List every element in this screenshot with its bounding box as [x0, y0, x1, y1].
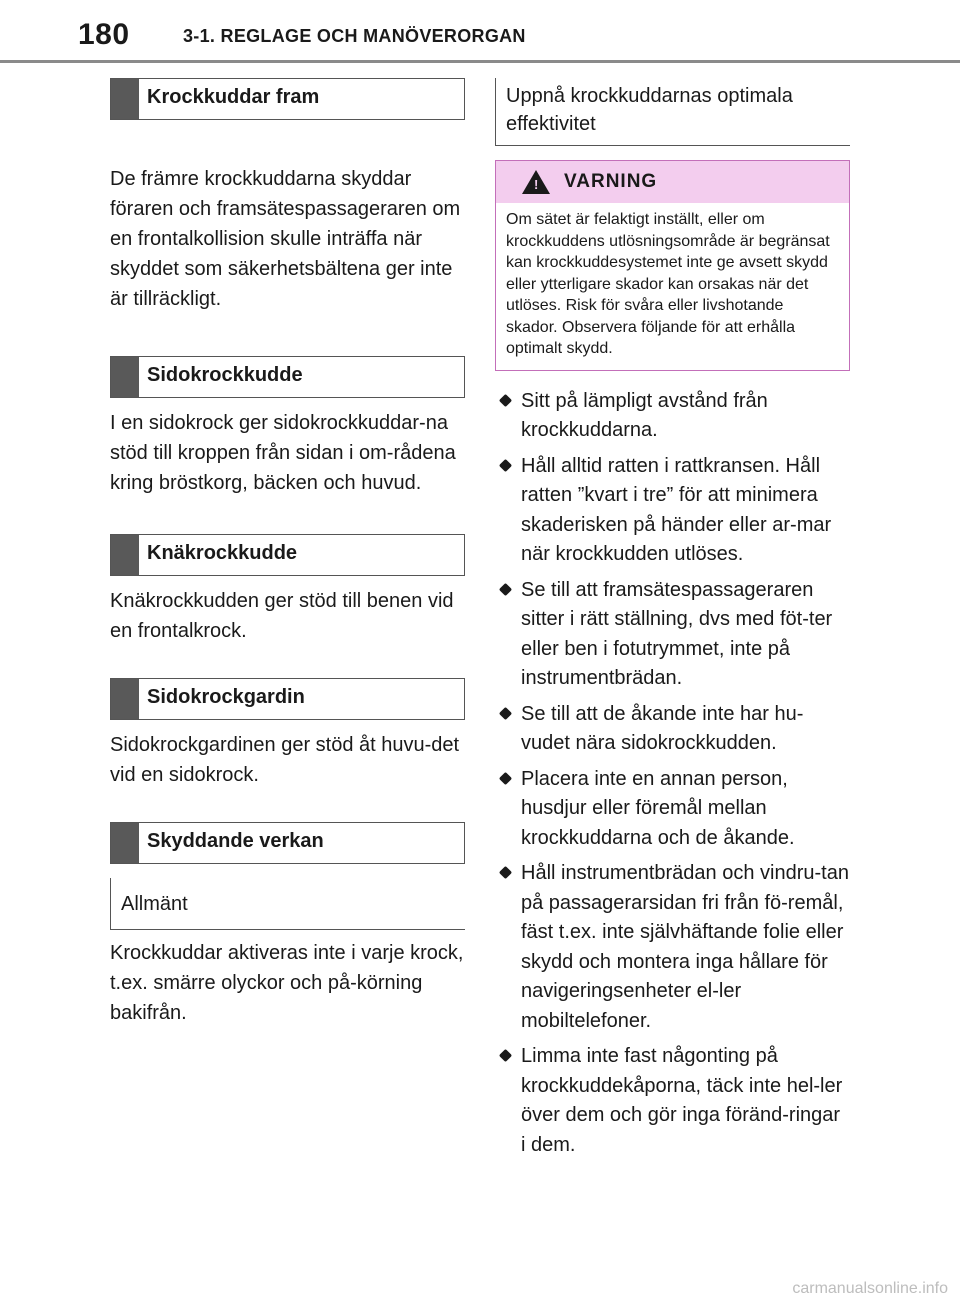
header-divider: [0, 60, 960, 63]
list-item: Håll alltid ratten i rattkransen. Håll ratten ”kvart i tre” för att minimera skaderisken på händer eller ar-mar när krockkudden utlöses.: [495, 452, 850, 570]
warning-title: VARNING: [564, 171, 658, 192]
section-marker: [111, 535, 139, 575]
list-item: Limma inte fast någonting på krockkuddekåporna, täck inte hel-ler över dem och gör inga föränd-ringar i dem.: [495, 1042, 850, 1160]
section-heading-knee-airbag: [110, 534, 465, 576]
list-item: Sitt på lämpligt avstånd från krockkuddarna.: [495, 387, 850, 446]
section-title: Sidokrockgardin: [147, 686, 305, 708]
paragraph: Sidokrockgardinen ger stöd åt huvu-det vid en sidokrock.: [110, 734, 460, 786]
paragraph: De främre krockkuddarna skyddar föraren och framsätespassageraren om en frontalkollision skulle inträffa när skyddet som säkerhetsbältena ger inte är tillräckligt.: [110, 168, 461, 310]
right-column: [495, 78, 850, 1166]
bullet-diamond-icon: [499, 458, 512, 471]
section-marker: [111, 357, 139, 397]
section-heading-protection: [110, 822, 465, 864]
watermark: carmanualsonline.info: [792, 1280, 948, 1297]
sub-heading-optimal-effect: Uppnå krockkuddarnas optimala effektivitet: [495, 78, 850, 146]
section-heading-side-airbag: [110, 356, 465, 398]
list-item: Se till att framsätespassageraren sitter i rätt ställning, dvs med föt-ter eller ben i fotutrymmet, inte på instrumentbrädan.: [495, 576, 850, 694]
section-marker: [111, 679, 139, 719]
bullet-diamond-icon: [499, 866, 512, 879]
warning-text: Om sätet är felaktigt inställt, eller om krockkuddens utlösningsområde är begränsat kan krockkuddesystemet inte ge avsett skydd eller ytterligare skador kan orsakas när det utlöses. Risk för svåra eller livshotande skador. Observera följande för att erhålla optimalt skydd.: [506, 211, 830, 357]
section-title: Skyddande verkan: [147, 830, 324, 852]
bullet-diamond-icon: [499, 706, 512, 719]
list-item: Se till att de åkande inte har hu-vudet nära sidokrockkudden.: [495, 700, 850, 759]
page-number: 180: [78, 18, 130, 51]
bullet-diamond-icon: [499, 1049, 512, 1062]
list-item: Placera inte en annan person, husdjur eller föremål mellan krockkuddarna och de åkande.: [495, 765, 850, 854]
section-title: Knäkrockkudde: [147, 542, 298, 564]
paragraph: Knäkrockkudden ger stöd till benen vid en frontalkrock.: [110, 590, 454, 642]
bullet-diamond-icon: [499, 582, 512, 595]
section-marker: [111, 79, 139, 119]
paragraph: Krockkuddar aktiveras inte i varje krock, t.ex. smärre olyckor och på-körning bakifrån.: [110, 942, 464, 1024]
bullet-diamond-icon: [499, 393, 512, 406]
list-item: Håll instrumentbrädan och vindru-tan på passagerarsidan fri från fö-remål, fäst t.ex. inte självhäftande folie eller skydd och montera inga hållare för navigeringsenheter el-ler mobiltelefoner.: [495, 859, 850, 1036]
section-title: Sidokrockkudde: [147, 364, 303, 386]
chapter-title: 3-1. REGLAGE OCH MANÖVERORGAN: [183, 26, 526, 46]
left-column: [110, 78, 465, 1028]
warning-box: [495, 160, 850, 371]
page-header: [0, 0, 960, 62]
section-marker: [111, 823, 139, 863]
section-heading-front-airbags: [110, 78, 465, 120]
warning-triangle-icon: !: [522, 170, 550, 194]
paragraph: I en sidokrock ger sidokrockkuddar-na stöd till kroppen från sidan i om-rådena kring bröstkorg, bäcken och huvud.: [110, 412, 456, 494]
section-title: Krockkuddar fram: [147, 86, 320, 108]
bullet-list: [495, 387, 850, 1161]
bullet-diamond-icon: [499, 771, 512, 784]
sub-heading-general: Allmänt: [110, 878, 465, 930]
section-heading-curtain-airbag: [110, 678, 465, 720]
warning-header: [496, 161, 849, 203]
